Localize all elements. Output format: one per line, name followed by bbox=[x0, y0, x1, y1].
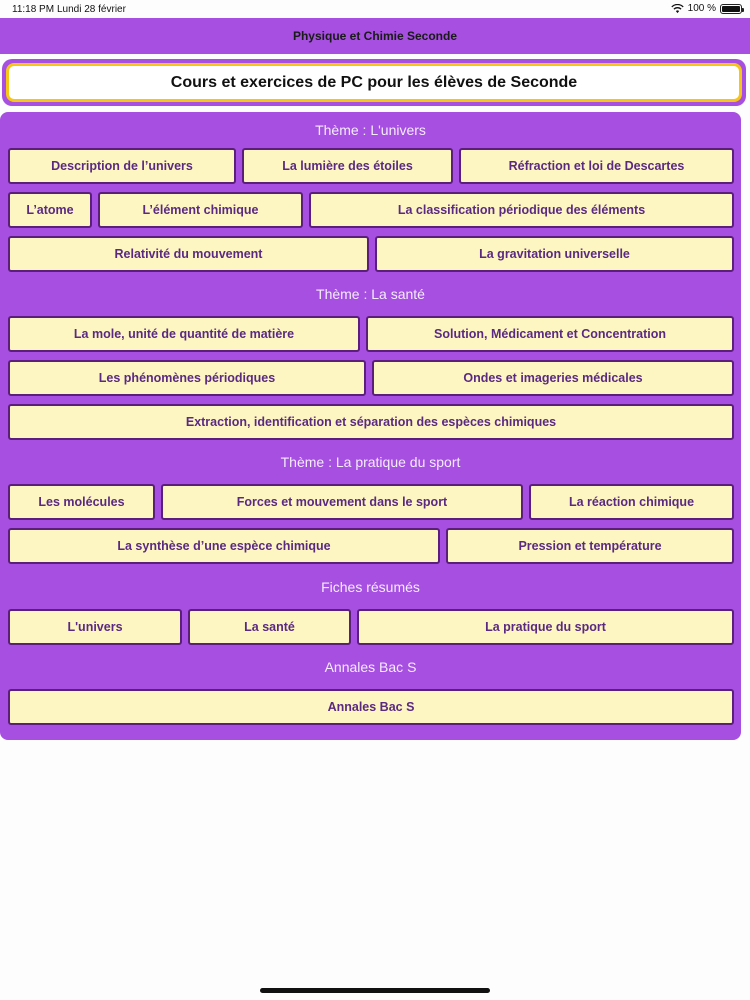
section-title-sante: Thème : La santé bbox=[316, 286, 425, 302]
button-fiche-sport[interactable]: La pratique du sport bbox=[357, 609, 734, 645]
header-banner bbox=[2, 59, 746, 106]
wifi-icon bbox=[671, 4, 684, 14]
button-relativite-mouvement[interactable]: Relativité du mouvement bbox=[8, 236, 369, 272]
status-date: Lundi 28 février bbox=[57, 4, 126, 15]
button-fiche-sante[interactable]: La santé bbox=[188, 609, 351, 645]
battery-level: 100 % bbox=[687, 3, 716, 14]
button-fiche-univers[interactable]: L'univers bbox=[8, 609, 182, 645]
button-phenomenes-periodiques[interactable]: Les phénomènes périodiques bbox=[8, 360, 366, 396]
button-molecules[interactable]: Les molécules bbox=[8, 484, 155, 520]
button-forces-mouvement[interactable]: Forces et mouvement dans le sport bbox=[161, 484, 523, 520]
status-right bbox=[671, 3, 742, 14]
button-gravitation[interactable]: La gravitation universelle bbox=[375, 236, 734, 272]
status-bar bbox=[0, 0, 750, 18]
button-ondes-imageries[interactable]: Ondes et imageries médicales bbox=[372, 360, 734, 396]
button-solution-medicament[interactable]: Solution, Médicament et Concentration bbox=[366, 316, 734, 352]
banner-box bbox=[6, 63, 742, 102]
button-annales-bac[interactable]: Annales Bac S bbox=[8, 689, 734, 725]
section-title-sport: Thème : La pratique du sport bbox=[280, 454, 461, 470]
button-mole[interactable]: La mole, unité de quantité de matière bbox=[8, 316, 360, 352]
section-title-fiches: Fiches résumés bbox=[321, 579, 420, 595]
button-refraction[interactable]: Réfraction et loi de Descartes bbox=[459, 148, 734, 184]
button-element-chimique[interactable]: L’élément chimique bbox=[98, 192, 303, 228]
section-title-annales: Annales Bac S bbox=[324, 659, 417, 675]
button-classification-periodique[interactable]: La classification périodique des éléments bbox=[309, 192, 734, 228]
button-lumiere-etoiles[interactable]: La lumière des étoiles bbox=[242, 148, 453, 184]
button-atome[interactable]: L’atome bbox=[8, 192, 92, 228]
button-reaction-chimique[interactable]: La réaction chimique bbox=[529, 484, 734, 520]
button-extraction[interactable]: Extraction, identification et séparation des espèces chimiques bbox=[8, 404, 734, 440]
battery-icon bbox=[720, 4, 742, 14]
navigation-bar bbox=[0, 18, 750, 54]
section-title-univers: Thème : L'univers bbox=[315, 122, 426, 138]
nav-title: Physique et Chimie Seconde bbox=[292, 29, 458, 43]
banner-text: Cours et exercices de PC pour les élèves de Seconde bbox=[170, 73, 578, 91]
button-synthese[interactable]: La synthèse d’une espèce chimique bbox=[8, 528, 440, 564]
content-panel bbox=[0, 112, 741, 740]
button-pression-temperature[interactable]: Pression et température bbox=[446, 528, 734, 564]
button-description-univers[interactable]: Description de l’univers bbox=[8, 148, 236, 184]
home-indicator[interactable] bbox=[260, 988, 490, 993]
status-time: 11:18 PM bbox=[12, 4, 55, 15]
